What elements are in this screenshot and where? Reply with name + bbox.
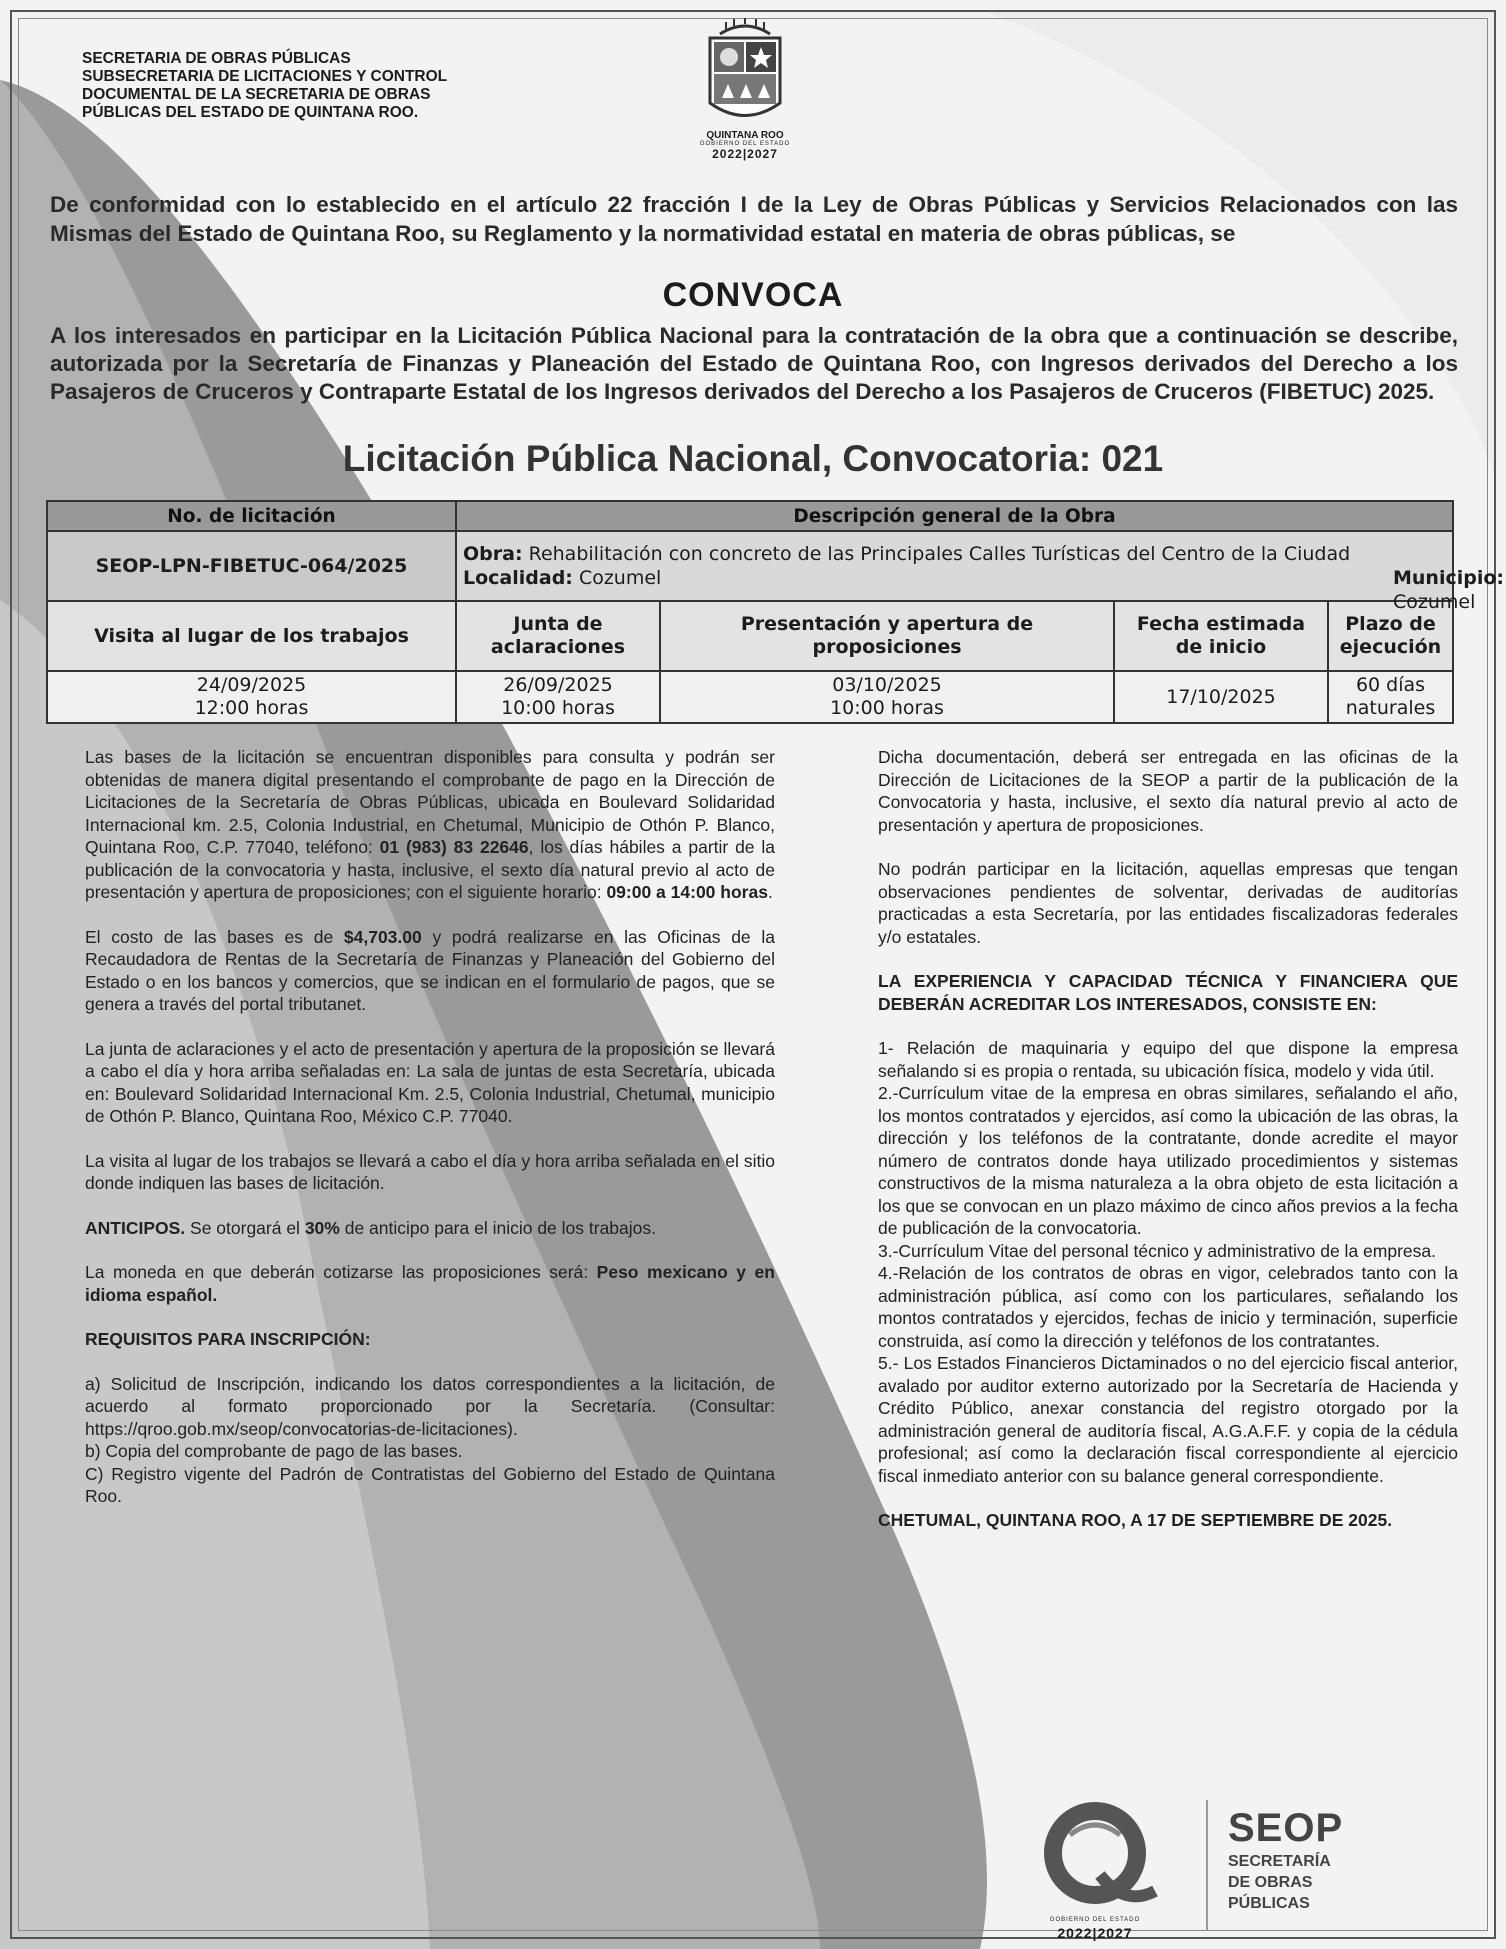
junta-time: 10:00 horas [501, 697, 615, 719]
localidad-value: Cozumel [578, 567, 662, 589]
requirement-b: b) Copia del comprobante de pago de las bases. [85, 1441, 463, 1461]
requirement-item: 1- Relación de maquinaria y equipo del que dispone la empresa señalando si es propia o rentada, su ubicación física, modelo y vida útil. [878, 1038, 1458, 1081]
coat-of-arms-icon [700, 18, 790, 128]
closing-place-date: CHETUMAL, QUINTANA ROO, A 17 DE SEPTIEMBRE DE 2025. [878, 1510, 1393, 1530]
state-name: QUINTANA ROO [706, 130, 784, 141]
seop-line: DE OBRAS [1228, 1874, 1313, 1891]
municipio-label: Municipio: [1393, 567, 1505, 589]
visita-date: 24/09/2025 [196, 674, 307, 696]
convoca-title: CONVOCA [662, 276, 844, 314]
obra-label: Obra: [463, 543, 523, 565]
visita-paragraph: La visita al lugar de los trabajos se llevará a cabo el día y hora arriba señalada en el sitio donde indiquen las bases de licitación. [85, 1150, 775, 1193]
junta-cell [456, 671, 660, 723]
issuer-line: DOCUMENTAL DE LA SECRETARIA DE OBRAS [82, 86, 431, 103]
seop-acronym: SEOP [1228, 1806, 1344, 1850]
right-column [878, 746, 1458, 1554]
requirement-item: 2.-Currículum vitae de la empresa en obras similares, señalando el año, los montos contratados y ejercidos, así como la ubicación de las obras, la dirección y los teléfonos de la contratante, donde acredite el mayor número de contratos donde haya utilizado procedimientos y sistemas constructivos de la misma naturaleza a la obra objeto de esta licitación a los que se convocan en un plazo máximo de cinco años previos a la fecha de publicación de la convocatoria. [878, 1083, 1458, 1238]
municipio-value: Cozumel [1393, 591, 1476, 613]
currency-paragraph: La moneda en que deberán cotizarse las proposiciones será: Peso mexicano y en idioma español. [85, 1262, 775, 1305]
anticipo-percent: 30% [304, 1217, 340, 1238]
seop-logo [1228, 1806, 1343, 1914]
convoca-paragraph: A los interesados en participar en la Licitación Pública Nacional para la contratación de la obra que a continuación se describe, autorizada por la Secretaría de Finanzas y Planeación del Estado de Quintana Roo, con Ingresos derivados del Derecho a los Pasajeros de Cruceros y Contraparte Estatal de los Ingresos derivados del Derecho a los Pasajeros de Cruceros (FIBETUC) 2025. [50, 323, 1458, 404]
anticipos-paragraph: ANTICIPOS. Se otorgará el 30% de anticipo para el inicio de los trabajos. [85, 1217, 657, 1238]
column-header-junta: Junta de aclaraciones [456, 601, 660, 671]
presentacion-cell [660, 671, 1114, 723]
requirement-c: C) Registro vigente del Padrón de Contratistas del Gobierno del Estado de Quintana Roo. [85, 1463, 775, 1506]
obra-value: Rehabilitación con concreto de las Principales Calles Turísticas del Centro de la Ciudad [528, 543, 1351, 565]
column-header-presentacion: Presentación y apertura de proposiciones [660, 601, 1114, 671]
left-column [85, 746, 775, 1508]
work-description [456, 531, 1505, 613]
phone-number: 01 (983) 83 22646 [379, 837, 529, 857]
requirement-item: 4.-Relación de los contratos de obras en vigor, celebrados tanto con la administración pública, así como con los particulares, señalando los montos contratados y ejercidos, fechas de inicio y terminación, superficie construida, así como la dirección y teléfonos de los contratantes. [878, 1263, 1458, 1351]
seop-line: SECRETARÍA [1228, 1853, 1331, 1870]
q-logo-icon [1030, 1795, 1160, 1915]
government-period: 2022|2027 [712, 147, 778, 161]
issuer-header [82, 50, 542, 122]
visita-cell [47, 671, 456, 723]
tender-title: Licitación Pública Nacional, Convocatoria: 021 [342, 438, 1164, 479]
issuer-line: SECRETARIA DE OBRAS PÚBLICAS [82, 50, 351, 67]
header-work-description: Descripción general de la Obra [456, 501, 1453, 531]
state-coat-of-arms [690, 18, 800, 161]
requirement-item: 5.- Los Estados Financieros Dictaminados o no del ejercicio fiscal anterior, avalado por auditor externo autorizado por la Secretaría de Hacienda y Crédito Público, anexar constancia del registro otorgado por la administración general de auditoría fiscal, A.G.A.F.F. y copia de la cédula profesional; así como la declaración fiscal correspondiente al ejercicio fiscal inmediato anterior con su balance general correspondiente. [878, 1353, 1458, 1486]
tender-number: SEOP-LPN-FIBETUC-064/2025 [47, 531, 456, 601]
restriction-paragraph: No podrán participar en la licitación, aquellas empresas que tengan observaciones pendientes de solventar, derivadas de auditorías practicadas a esta Secretaría, por las entidades fiscalizadoras federales y/o estatales. [878, 859, 1458, 947]
presentacion-time: 10:00 horas [830, 697, 944, 719]
delivery-paragraph: Dicha documentación, deberá ser entregada en las oficinas de la Dirección de Licitaciones de la SEOP a partir de la publicación de la Convocatoria y hasta, inclusive, el sexto día natural previo al acto de presentación y apertura de proposiciones. [878, 747, 1458, 835]
footer-period: 2022|2027 [1057, 1925, 1133, 1941]
presentacion-date: 03/10/2025 [832, 674, 942, 696]
bases-cost: $4,703.00 [343, 926, 422, 947]
column-header-plazo: Plazo de ejecución [1328, 601, 1453, 671]
requirement-item: 3.-Currículum Vitae del personal técnico y administrativo de la empresa. [878, 1240, 1436, 1261]
tender-table [46, 500, 1505, 724]
junta-paragraph: La junta de aclaraciones y el acto de presentación y apertura de la proposición se llevará a cabo el día y hora arriba señaladas en: La sala de juntas de esta Secretaría, ubicada en: Boulevard Solidaridad Internacional Km. 2.5, Colonia Industrial, Chetumal, municipio de Othón P. Blanco, Quintana Roo, México C.P. 77040. [85, 1038, 775, 1126]
header-tender-number: No. de licitación [47, 501, 456, 531]
plazo-ejecucion: 60 días naturales [1328, 671, 1453, 723]
seop-line: PÚBLICAS [1228, 1895, 1310, 1912]
experience-title: LA EXPERIENCIA Y CAPACIDAD TÉCNICA Y FINANCIERA QUE DEBERÁN ACREDITAR LOS INTERESADOS, CONSISTE EN: [878, 971, 1458, 1014]
requirements-title: REQUISITOS PARA INSCRIPCIÓN: [85, 1329, 371, 1349]
logo-divider [1206, 1800, 1208, 1930]
column-header-fecha-inicio: Fecha estimada de inicio [1114, 601, 1328, 671]
issuer-line: PÚBLICAS DEL ESTADO DE QUINTANA ROO. [82, 104, 419, 121]
municipio [1393, 566, 1504, 614]
cost-paragraph: El costo de las bases es de $4,703.00 y podrá realizarse en las Oficinas de la Recaudadora de Rentas de la Secretaría de Finanzas y Planeación del Gobierno del Estado o en los bancos y comercios, que se indican en el formulario de pagos, que se genera a través del portal tributanet. [85, 926, 775, 1014]
localidad-label: Localidad: [463, 567, 573, 589]
intro-paragraph: De conformidad con lo establecido en el artículo 22 fracción I de la Ley de Obras Públicas y Servicios Relacionados con las Mismas del Estado de Quintana Roo, su Reglamento y la normatividad estatal en materia de obras públicas, se [50, 192, 1458, 246]
requirement-a: a) Solicitud de Inscripción, indicando los datos correspondientes a la licitación, de acuerdo al formato proporcionado por la Secretaría. (Consultar: https://qroo.gob.mx/seop/convocatorias-de-licitaciones). [85, 1373, 775, 1439]
government-label: GOBIERNO DEL ESTADO [699, 141, 791, 147]
column-header-visita: Visita al lugar de los trabajos [47, 601, 456, 671]
issuer-line: SUBSECRETARIA DE LICITACIONES Y CONTROL [82, 68, 448, 85]
footer-government-label: GOBIERNO DEL ESTADO [1049, 1917, 1141, 1923]
junta-date: 26/09/2025 [503, 674, 613, 696]
quintana-roo-logo [1030, 1795, 1160, 1941]
visita-time: 12:00 horas [194, 697, 309, 719]
bases-paragraph: Las bases de la licitación se encuentran disponibles para consulta y podrán ser obtenidas de manera digital presentando el comprobante de pago en la Dirección de Licitaciones de la Secretaría de Obras Públicas, ubicada en Boulevard Solidaridad Internacional km. 2.5, Colonia Industrial, en Chetumal, Municipio de Othón P. Blanco, Quintana Roo, C.P. 77040, teléfono: 01 (983) 83 22646, los días hábiles a partir de la publicación de la convocatoria y hasta, inclusive, el sexto día natural previo al acto de presentación y apertura de proposiciones; con el siguiente horario: 09:00 a 14:00 horas. [85, 747, 775, 902]
fecha-inicio: 17/10/2025 [1114, 671, 1328, 723]
office-hours: 09:00 a 14:00 horas [606, 882, 768, 902]
